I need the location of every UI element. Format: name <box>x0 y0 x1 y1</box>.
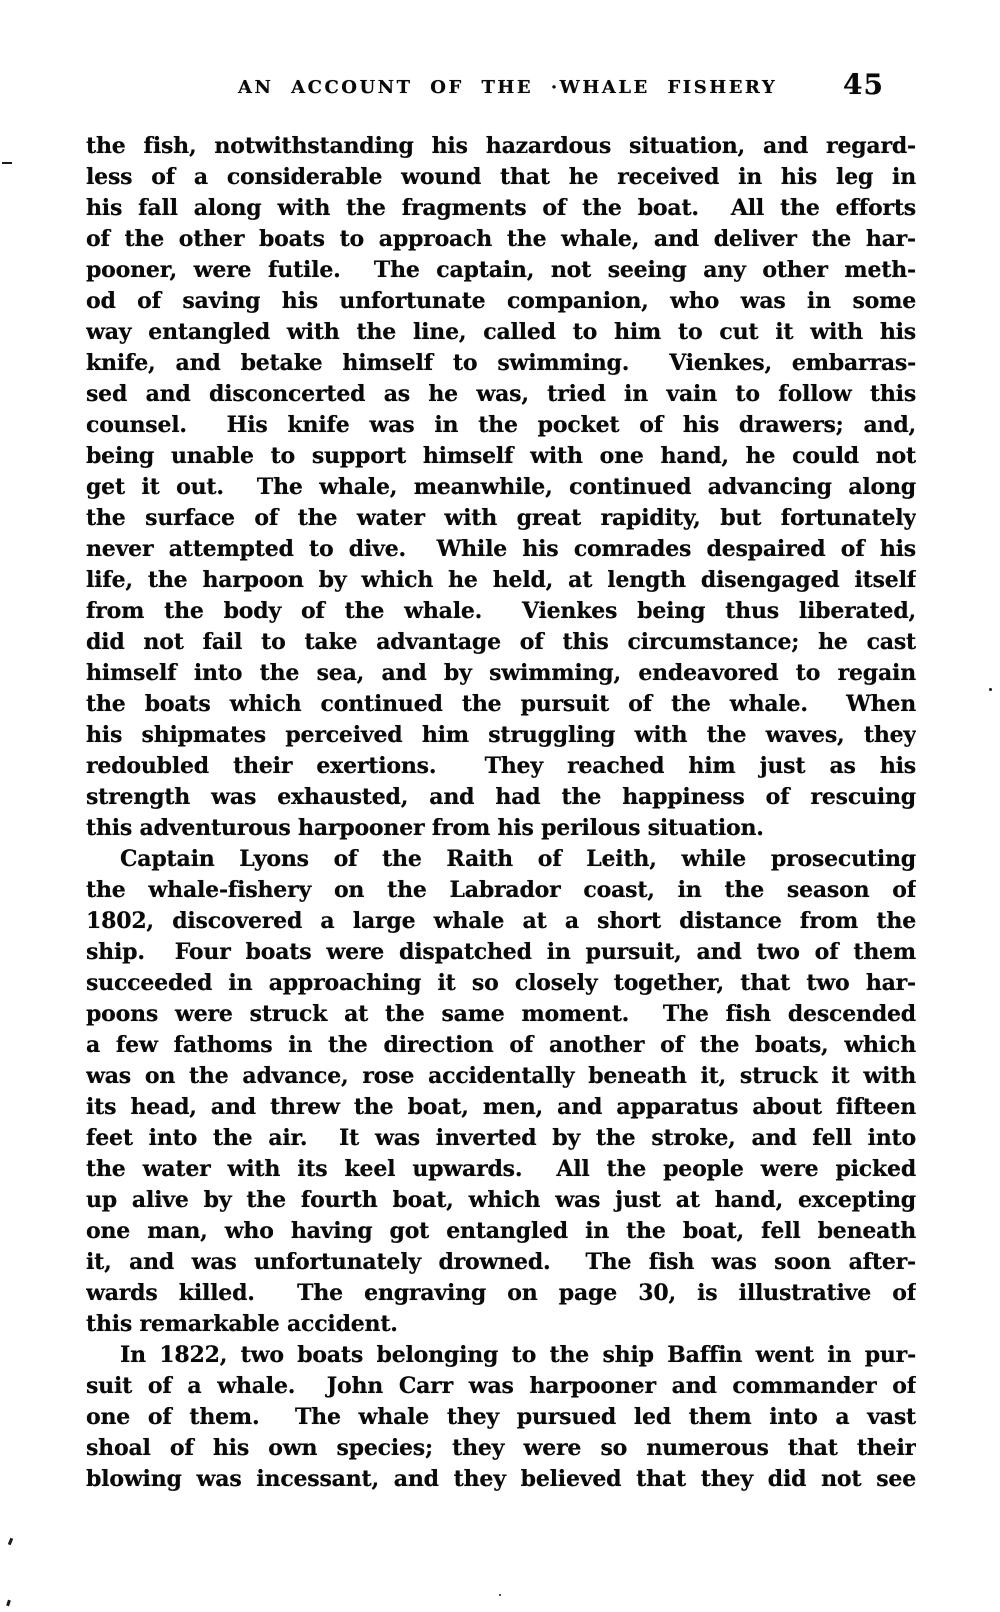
text-line: strength was exhausted, and had the happiness of rescuing <box>86 784 916 810</box>
text-line: himself into the sea, and by swimming, endeavored to regain <box>86 660 916 686</box>
text-line: of the other boats to approach the whale, and deliver the har- <box>86 226 916 252</box>
text-line: In 1822, two boats belonging to the ship Baffin went in pur- <box>120 1342 916 1368</box>
paragraph-1 <box>86 131 916 844</box>
text-line: blowing was incessant, and they believed that they did not see <box>86 1466 916 1492</box>
text-line: this remarkable accident. <box>86 1311 398 1337</box>
running-header-title: AN ACCOUNT OF THE ·WHALE FISHERY <box>238 77 778 98</box>
text-line: the surface of the water with great rapidity, but fortunately <box>86 505 916 531</box>
scan-artifact-corner-speck <box>6 1600 11 1607</box>
text-line: suit of a whale. John Carr was harpooner and commander of <box>86 1373 916 1399</box>
text-line: its head, and threw the boat, men, and apparatus about fifteen <box>86 1094 916 1120</box>
paragraph-2 <box>86 844 916 1340</box>
text-line: life, the harpoon by which he held, at length disengaged itself <box>86 567 916 593</box>
text-line: the boats which continued the pursuit of the whale. When <box>86 691 916 717</box>
text-line: up alive by the fourth boat, which was just at hand, excepting <box>86 1187 916 1213</box>
text-line: a few fathoms in the direction of another of the boats, which <box>86 1032 916 1058</box>
text-line: never attempted to dive. While his comrades despaired of his <box>86 536 916 562</box>
text-line: sed and disconcerted as he was, tried in vain to follow this <box>86 381 916 407</box>
text-line: one man, who having got entangled in the boat, fell beneath <box>86 1218 916 1244</box>
text-line: it, and was unfortunately drowned. The fish was soon after- <box>86 1249 916 1275</box>
text-line: Captain Lyons of the Raith of Leith, while prosecuting <box>120 846 916 872</box>
page-body-text <box>86 131 916 1495</box>
page-number: 45 <box>843 68 884 101</box>
text-line: this adventurous harpooner from his perilous situation. <box>86 815 764 841</box>
text-line: knife, and betake himself to swimming. Vienkes, embarras- <box>86 350 916 376</box>
text-line: did not fail to take advantage of this circumstance; he cast <box>86 629 916 655</box>
text-line: counsel. His knife was in the pocket of his drawers; and, <box>86 412 916 438</box>
text-line: feet into the air. It was inverted by the stroke, and fell into <box>86 1125 916 1151</box>
text-line: the water with its keel upwards. All the people were picked <box>86 1156 916 1182</box>
text-line: less of a considerable wound that he received in his leg in <box>86 164 916 190</box>
text-line: his shipmates perceived him struggling with the waves, they <box>86 722 916 748</box>
text-line: 1802, discovered a large whale at a short distance from the <box>86 908 916 934</box>
text-line: his fall along with the fragments of the boat. All the efforts <box>86 195 916 221</box>
text-line: was on the advance, rose accidentally beneath it, struck it with <box>86 1063 916 1089</box>
text-line: wards killed. The engraving on page 30, is illustrative of <box>86 1280 916 1306</box>
text-line: from the body of the whale. Vienkes being thus liberated, <box>86 598 916 624</box>
text-line: poons were struck at the same moment. The fish descended <box>86 1001 916 1027</box>
paragraph-3 <box>86 1340 916 1495</box>
text-line: od of saving his unfortunate companion, who was in some <box>86 288 916 314</box>
text-line: shoal of his own species; they were so numerous that their <box>86 1435 916 1461</box>
text-line: being unable to support himself with one hand, he could not <box>86 443 916 469</box>
text-line: ship. Four boats were dispatched in pursuit, and two of them <box>86 939 916 965</box>
scan-artifact-margin-dash <box>2 162 12 164</box>
text-line: the fish, notwithstanding his hazardous situation, and regard- <box>86 133 916 159</box>
text-line: pooner, were futile. The captain, not seeing any other meth- <box>86 257 916 283</box>
text-line: one of them. The whale they pursued led them into a vast <box>86 1404 916 1430</box>
text-line: the whale-fishery on the Labrador coast, in the season of <box>86 877 916 903</box>
text-line: succeeded in approaching it so closely together, that two har- <box>86 970 916 996</box>
text-line: way entangled with the line, called to him to cut it with his <box>86 319 916 345</box>
text-line: redoubled their exertions. They reached him just as his <box>86 753 916 779</box>
scan-artifact-right-dot <box>989 688 992 691</box>
scan-artifact-corner-speck <box>8 1538 13 1546</box>
text-line: get it out. The whale, meanwhile, continued advancing along <box>86 474 916 500</box>
scan-artifact-center-dot <box>499 1594 501 1596</box>
